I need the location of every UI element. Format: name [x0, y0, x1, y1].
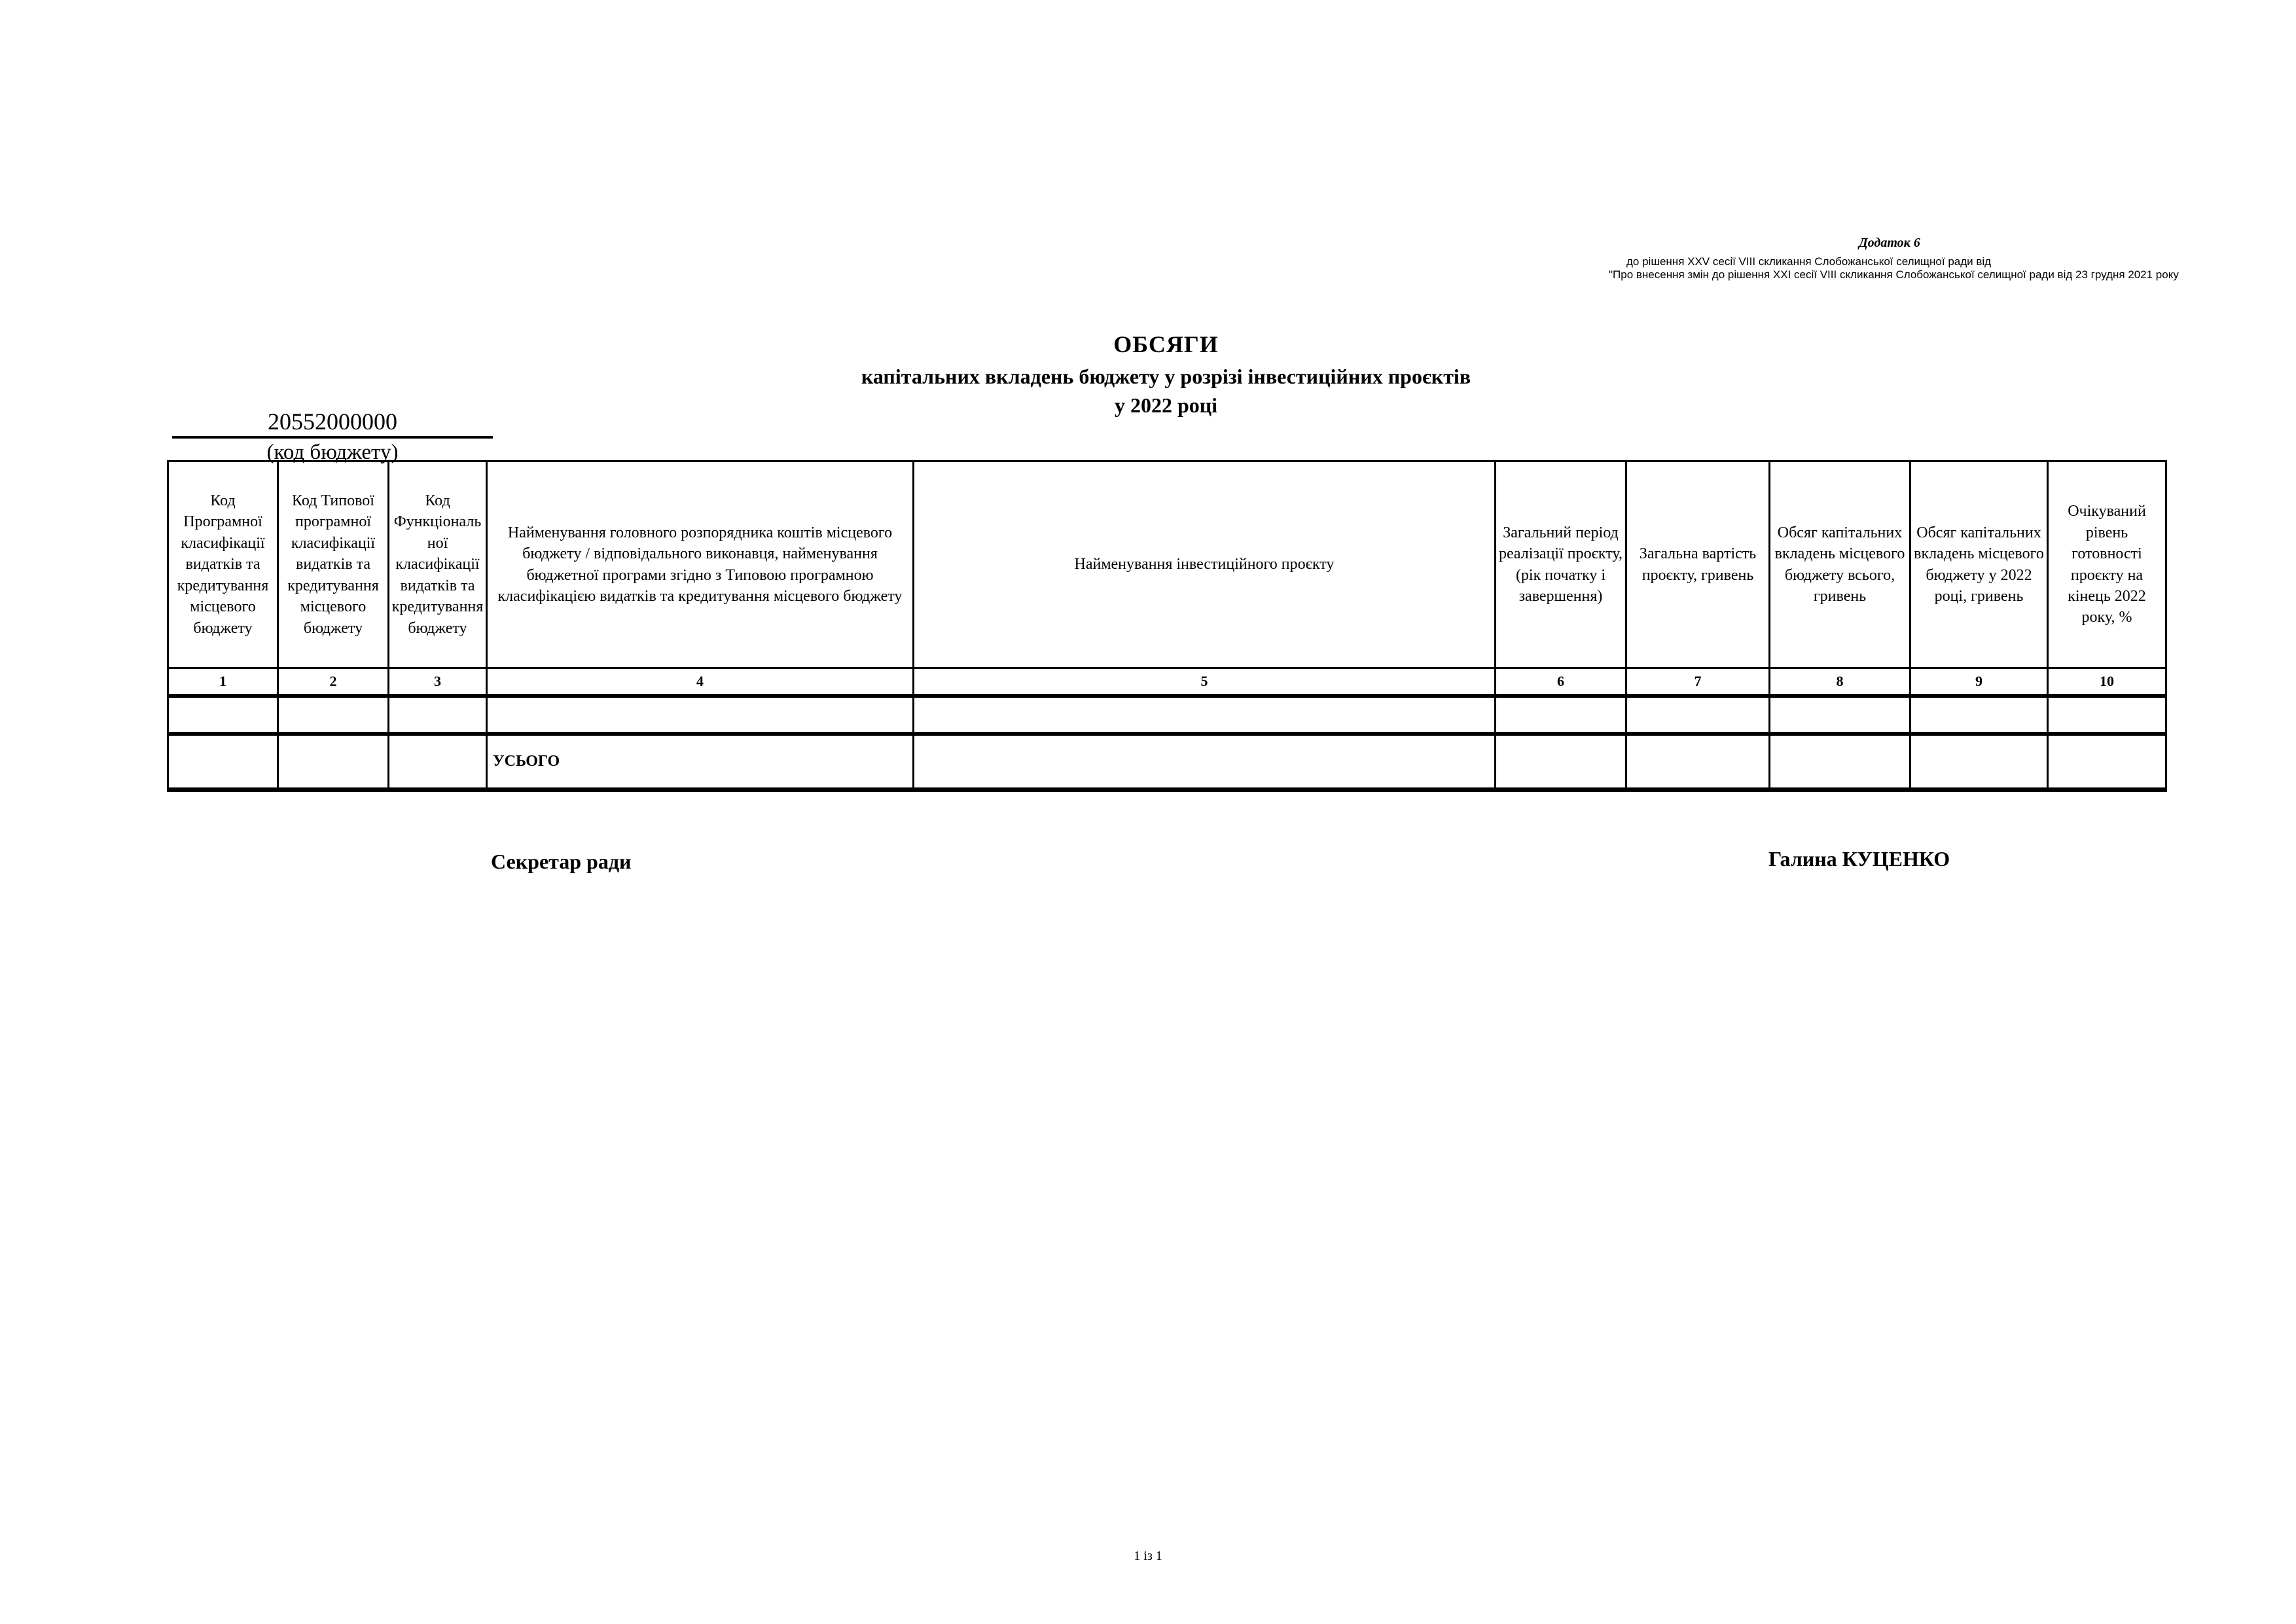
- budget-code-block: [172, 408, 493, 465]
- table-cell: [1496, 696, 1626, 734]
- appendix-amendment-line: "Про внесення змін до рішення XXI сесії VIII скликання Слобожанської селищної ради від 23 грудня 2021 року: [1609, 268, 2179, 281]
- header-cell-functional-code: Код Функціональної класифікації видатків та кредитування бюджету: [389, 461, 487, 668]
- table-header-row: [168, 461, 2166, 668]
- total-row: [168, 734, 2166, 790]
- table-cell: [1910, 734, 2048, 790]
- appendix-decision-line: до рішення XXV сесії VIII скликання Слобожанської селищної ради від: [1626, 255, 1992, 268]
- table-cell: [914, 734, 1496, 790]
- column-numbers-row: [168, 668, 2166, 696]
- title-main: ОБСЯГИ: [1113, 331, 1219, 357]
- column-number: 2: [278, 668, 389, 696]
- empty-data-row: [168, 696, 2166, 734]
- header-cell-realization-period: Загальний період реалізації проєкту, (рік початку і завершення): [1496, 461, 1626, 668]
- table-cell: [914, 696, 1496, 734]
- table-cell: [1626, 696, 1770, 734]
- table-cell: [1626, 734, 1770, 790]
- column-number: 10: [2048, 668, 2166, 696]
- appendix-number: Додаток 6: [1859, 236, 1920, 250]
- column-number: 6: [1496, 668, 1626, 696]
- signature-role: Секретар ради: [491, 850, 632, 873]
- signature-name: Галина КУЦЕНКО: [1768, 847, 1950, 871]
- column-number: 1: [168, 668, 278, 696]
- table-cell: [389, 696, 487, 734]
- table-cell: [278, 696, 389, 734]
- table-cell: [168, 696, 278, 734]
- table-cell: [1910, 696, 2048, 734]
- page-number: 1 із 1: [1134, 1549, 1162, 1563]
- header-cell-capital-total: Обсяг капітальних вкладень місцевого бюджету всього, гривень: [1770, 461, 1910, 668]
- header-cell-program-code: Код Програмної класифікації видатків та кредитування місцевого бюджету: [168, 461, 278, 668]
- header-cell-total-cost: Загальна вартість проєкту, гривень: [1626, 461, 1770, 668]
- table-cell: [1496, 734, 1626, 790]
- header-cell-capital-2022: Обсяг капітальних вкладень місцевого бюджету у 2022 році, гривень: [1910, 461, 2048, 668]
- title-subtitle: капітальних вкладень бюджету у розрізі інвестиційних проєктів: [861, 365, 1471, 388]
- column-number: 9: [1910, 668, 2048, 696]
- table-cell: [168, 734, 278, 790]
- header-cell-typical-program-code: Код Типової програмної класифікації видатків та кредитування місцевого бюджету: [278, 461, 389, 668]
- column-number: 3: [389, 668, 487, 696]
- table-cell: [278, 734, 389, 790]
- table-cell: [1770, 696, 1910, 734]
- table-cell: [389, 734, 487, 790]
- column-number: 7: [1626, 668, 1770, 696]
- capital-investments-table: [167, 460, 2167, 792]
- table-cell: [2048, 696, 2166, 734]
- column-number: 4: [487, 668, 914, 696]
- total-label: УСЬОГО: [487, 734, 914, 790]
- header-cell-spender-name: Найменування головного розпорядника коштів місцевого бюджету / відповідального виконавця, найменування бюджетної програми згідно з Типовою програмною класифікацією видатків та кредитування місцевого бюджету: [487, 461, 914, 668]
- header-cell-project-name: Найменування інвестиційного проєкту: [914, 461, 1496, 668]
- title-year: у 2022 році: [1114, 393, 1218, 417]
- table-cell: [1770, 734, 1910, 790]
- budget-code-value: 20552000000: [172, 408, 493, 439]
- document-title: [167, 331, 2165, 418]
- table-cell: [2048, 734, 2166, 790]
- column-number: 5: [914, 668, 1496, 696]
- header-cell-readiness-level: Очікуваний рівень готовності проєкту на кінець 2022 року, %: [2048, 461, 2166, 668]
- column-number: 8: [1770, 668, 1910, 696]
- table-cell: [487, 696, 914, 734]
- budget-code-label: (код бюджету): [266, 441, 399, 464]
